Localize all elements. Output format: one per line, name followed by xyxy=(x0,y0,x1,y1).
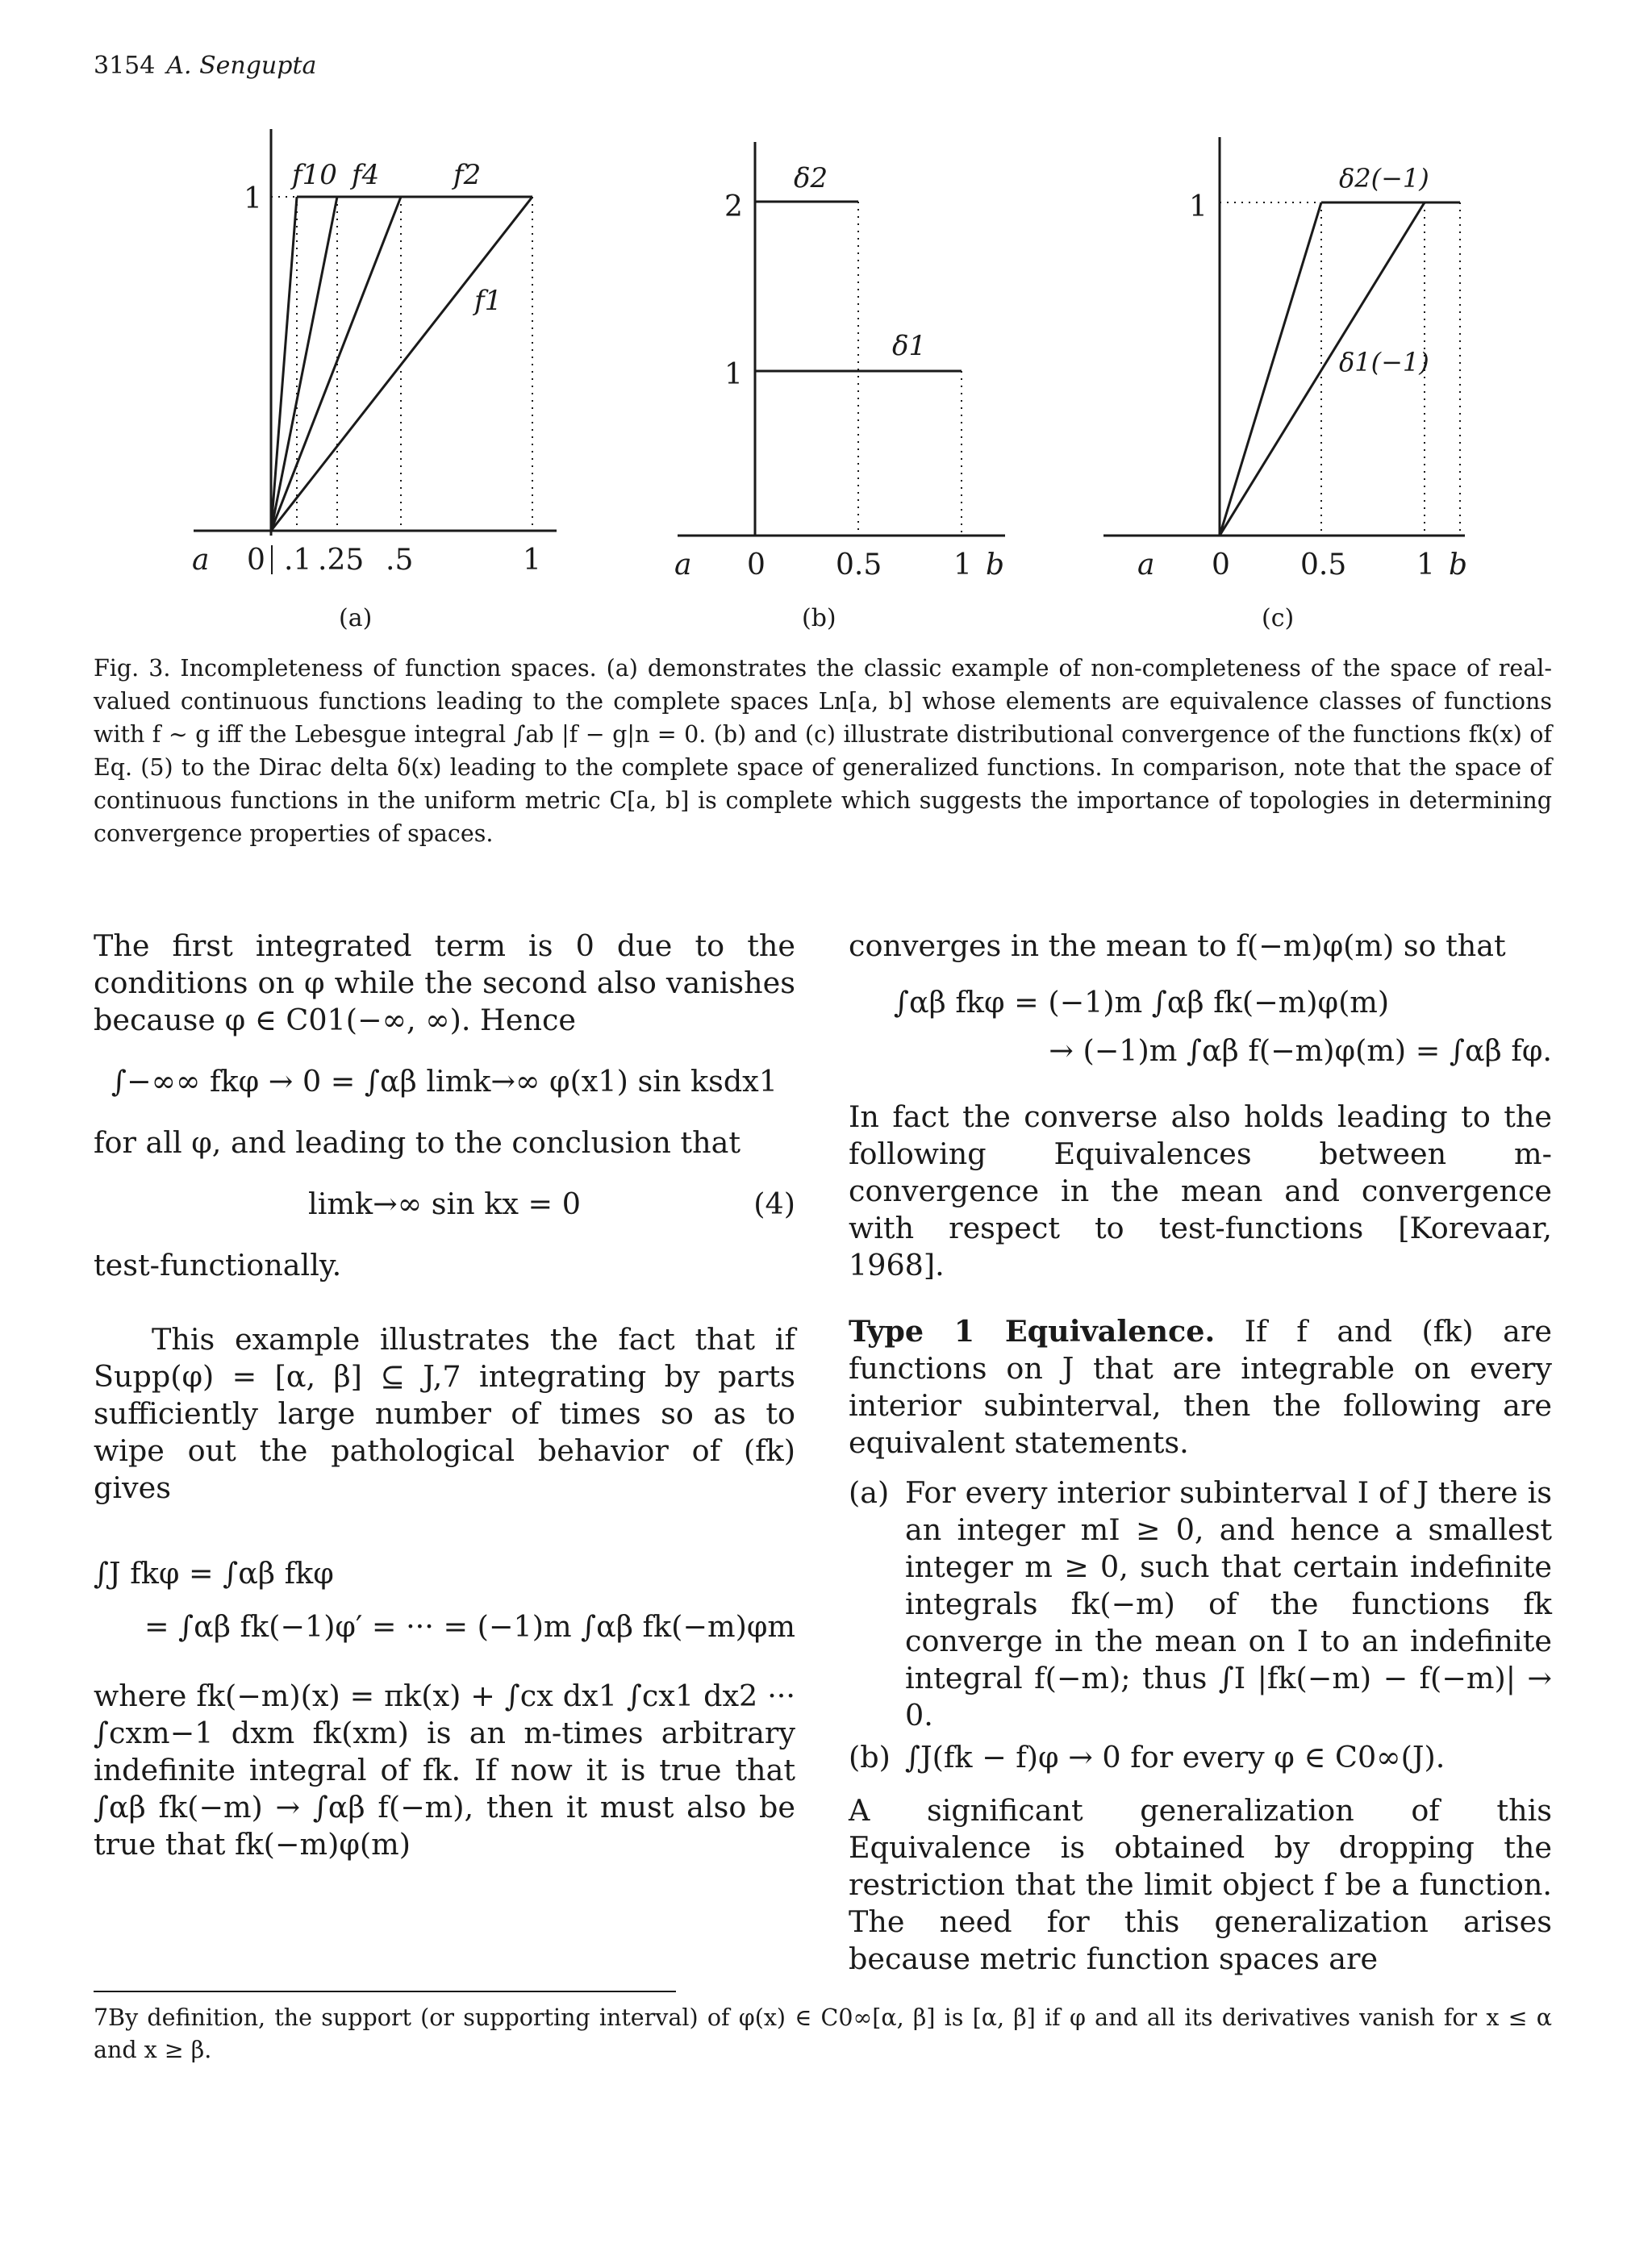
panel-a-label-f4: f4 xyxy=(352,159,380,191)
left-equation-5b: = ∫αβ fk(−1)φ′ = ··· = (−1)m ∫αβ fk(−m)φm xyxy=(144,1609,795,1644)
panel-a-xtick-025: .25 xyxy=(318,544,365,577)
panel-c-xtick-1: 1 xyxy=(1416,548,1435,582)
figure-3 xyxy=(0,0,1652,645)
figure-caption: Fig. 3. Incompleteness of function spaces. (a) demonstrates the classic example of non-completeness of the space of real-valued continuous functions leading to the complete spaces Ln[a, b] whose elements are equivalence classes of functions with f ∼ g iff the Lebesgue integral ∫ab |f − g|n = 0. (b) and (c) illustrate distributional convergence of the functions fk(x) of Eq. (5) to the Dirac delta δ(x) leading to the complete space of generalized functions. In comparison, note that the space of continuous functions in the uniform metric C[a, b] is complete which suggests the importance of topologies in determining convergence properties of spaces. xyxy=(94,655,1552,847)
right-paragraph-3: A significant generalization of this Equivalence is obtained by dropping the restriction that the limit object f be a function. The need for this generalization arises because metric function spaces are xyxy=(849,1793,1552,1976)
panel-a-label-f1: f1 xyxy=(474,285,503,317)
footnote-rule xyxy=(94,1991,676,1992)
right-paragraph-1: converges in the mean to f(−m)φ(m) so that xyxy=(849,928,1506,963)
right-equation-2: → (−1)m ∫αβ f(−m)φ(m) = ∫αβ fφ. xyxy=(1049,1033,1552,1068)
type1-heading: Type 1 Equivalence. xyxy=(849,1314,1216,1349)
list-item xyxy=(849,1474,1552,1734)
left-paragraph-3: test-functionally. xyxy=(94,1248,342,1282)
panel-c-ytick-1: 1 xyxy=(1189,190,1208,223)
panel-b-xtick-1: 1 xyxy=(953,548,972,582)
equation-4-number: (4) xyxy=(753,1186,795,1221)
item-b-label: (b) xyxy=(849,1740,891,1774)
panel-a-xtick-a: a xyxy=(192,544,210,577)
panel-b xyxy=(674,142,1005,632)
right-column xyxy=(849,928,1552,1978)
panel-a-xtick-1: 1 xyxy=(523,544,541,577)
panel-a-ramp-f4 xyxy=(271,197,337,531)
left-paragraph-5: where fk(−m)(x) = πk(x) + ∫cx dx1 ∫cx1 dx2 ··· ∫cxm−1 dxm fk(xm) is an m-times arbitrary indefinite integral of fk. If now it is true that ∫αβ fk(−m) → ∫αβ f(−m), then it must also be true that fk(−m)φ(m) xyxy=(94,1679,795,1862)
panel-c-xtick-05: 0.5 xyxy=(1300,548,1347,582)
panel-a-xtick-0: 0 xyxy=(247,544,265,577)
panel-a-ramp-f2 xyxy=(271,197,401,531)
item-a-label: (a) xyxy=(849,1475,890,1510)
panel-b-ytick-2: 2 xyxy=(724,190,743,223)
item-b-text: ∫J(fk − f)φ → 0 for every φ ∈ C0∞(J). xyxy=(905,1740,1446,1774)
panel-a-label-f10: f10 xyxy=(292,159,337,191)
equation-4-body: limk→∞ sin kx = 0 xyxy=(308,1186,581,1221)
panel-c-ramp-delta2 xyxy=(1220,202,1321,536)
footnote: 7By definition, the support (or supporting interval) of φ(x) ∈ C0∞[α, β] is [α, β] if φ and all its derivatives vanish for x ≤ α and x ≥ β. xyxy=(94,2004,1552,2063)
panel-b-label-delta2: δ2 xyxy=(794,162,828,194)
panel-b-xtick-b: b xyxy=(986,548,1005,582)
type1-text: If f and (fk) are functions on J that are integrable on every interior subinterval, then the following are equivalent statements. xyxy=(849,1314,1552,1460)
panel-b-xtick-a: a xyxy=(674,548,692,582)
left-paragraph-1: The first integrated term is 0 due to the conditions on φ while the second also vanishes because φ ∈ C01(−∞, ∞). Hence xyxy=(94,928,795,1037)
panel-b-xtick-0: 0 xyxy=(747,548,766,582)
panel-c-xtick-b: b xyxy=(1449,548,1468,582)
panel-a-xtick-05: .5 xyxy=(386,544,414,577)
panel-b-caption-label: (b) xyxy=(802,604,836,632)
page-number: 3154 xyxy=(94,52,156,80)
panel-a-caption-label: (a) xyxy=(339,604,373,632)
left-paragraph-4: This example illustrates the fact that if Supp(φ) = [α, β] ⊆ J,7 integrating by parts sufficiently large number of times so as to wipe out the pathological behavior of (fk) gives xyxy=(94,1322,795,1505)
left-equation-1: ∫−∞∞ fkφ → 0 = ∫αβ limk→∞ φ(x1) sin ksdx1 xyxy=(111,1064,778,1099)
list-item xyxy=(849,1739,1552,1776)
panel-c-xtick-a: a xyxy=(1137,548,1155,582)
right-equation-1: ∫αβ fkφ = (−1)m ∫αβ fk(−m)φ(m) xyxy=(894,985,1390,1020)
item-a-text: For every interior subinterval I of J there is an integer mI ≥ 0, and hence a smallest integer m ≥ 0, such that certain indefinite integrals fk(−m) of the functions fk converge in the mean on I to an indefinite integral f(−m); thus ∫I |fk(−m) − f(−m)| → 0. xyxy=(905,1475,1552,1733)
panel-a-ytick-1: 1 xyxy=(244,182,262,215)
panel-a-ramp-f10 xyxy=(271,197,297,531)
panel-b-xtick-05: 0.5 xyxy=(836,548,882,582)
panel-a xyxy=(192,129,557,632)
equivalence-list xyxy=(849,1474,1552,1776)
author-name: A. Sengupta xyxy=(166,52,317,80)
panel-c-label-delta2: δ2(−1) xyxy=(1339,163,1429,194)
left-paragraph-2: for all φ, and leading to the conclusion that xyxy=(94,1125,741,1160)
panel-c-label-delta1: δ1(−1) xyxy=(1339,347,1429,377)
panel-a-label-f2: f2 xyxy=(453,159,482,191)
panel-b-ytick-1: 1 xyxy=(724,358,743,391)
panel-b-label-delta1: δ1 xyxy=(892,330,927,362)
type1-equivalence xyxy=(849,1313,1552,1462)
left-column xyxy=(94,928,795,1863)
panel-c-xtick-0: 0 xyxy=(1212,548,1230,582)
left-equation-5a: ∫J fkφ = ∫αβ fkφ xyxy=(94,1556,334,1591)
right-paragraph-2: In fact the converse also holds leading to the following Equivalences between m-convergence in the mean and convergence with respect to test-functions [Korevaar, 1968]. xyxy=(849,1099,1552,1282)
panel-c xyxy=(1103,137,1467,632)
panel-a-xtick-01: .1 xyxy=(284,544,312,577)
equation-4 xyxy=(94,1186,795,1223)
panel-c-caption-label: (c) xyxy=(1262,604,1295,632)
